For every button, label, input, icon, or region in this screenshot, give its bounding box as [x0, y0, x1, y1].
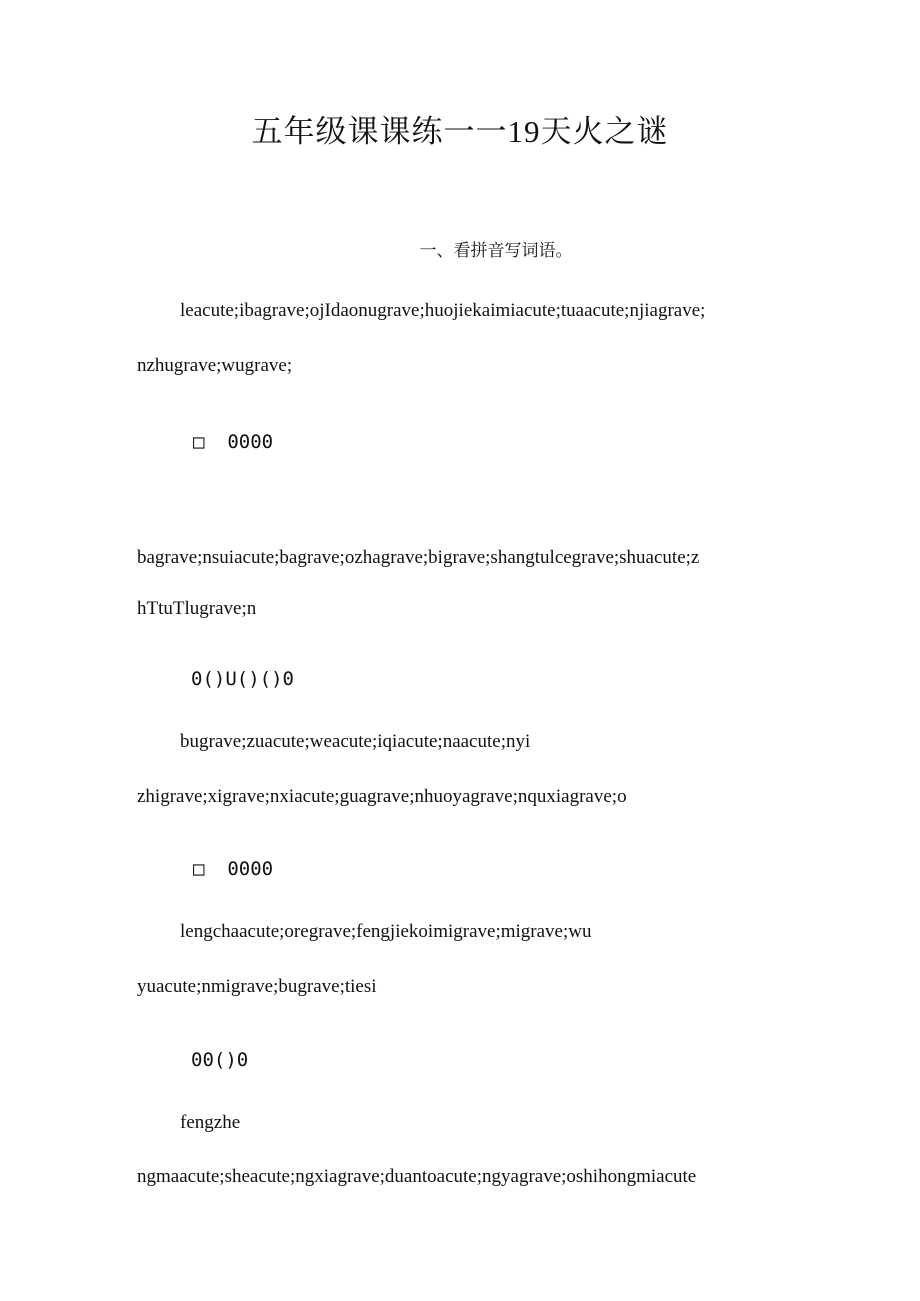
pinyin-line: zhigrave;xigrave;nxiacute;guagrave;nhuoyagrave;nquxiagrave;o [137, 786, 627, 807]
section-heading: 一、看拼音写词语。 [419, 241, 573, 260]
pinyin-line: bugrave;zuacute;weacute;iqiacute;naacute;nyi [180, 731, 531, 752]
pinyin-line: bagrave;nsuiacute;bagrave;ozhagrave;bigrave;shangtulcegrave;shuacute;z [137, 547, 700, 568]
pinyin-line: yuacute;nmigrave;bugrave;tiesi [137, 976, 377, 997]
answer-boxes: □ 0000 [193, 858, 274, 880]
answer-boxes: □ 0000 [193, 431, 274, 453]
answer-boxes: 00()0 [191, 1049, 249, 1071]
document-title: 五年级课课练一一19天火之谜 [251, 114, 669, 149]
pinyin-line: ngmaacute;sheacute;ngxiagrave;duantoacute;ngyagrave;oshihongmiacute [137, 1166, 697, 1187]
pinyin-line: fengzhe [180, 1112, 241, 1133]
answer-boxes: 0()U()()0 [191, 668, 294, 690]
pinyin-line: lengchaacute;oregrave;fengjiekoimigrave;migrave;wu [180, 921, 592, 942]
pinyin-line: hTtuTlugrave;n [137, 598, 257, 619]
pinyin-line: leacute;ibagrave;ojIdaonugrave;huojiekaimiacute;tuaacute;njiagrave; [180, 300, 706, 321]
pinyin-line: nzhugrave;wugrave; [137, 355, 293, 376]
